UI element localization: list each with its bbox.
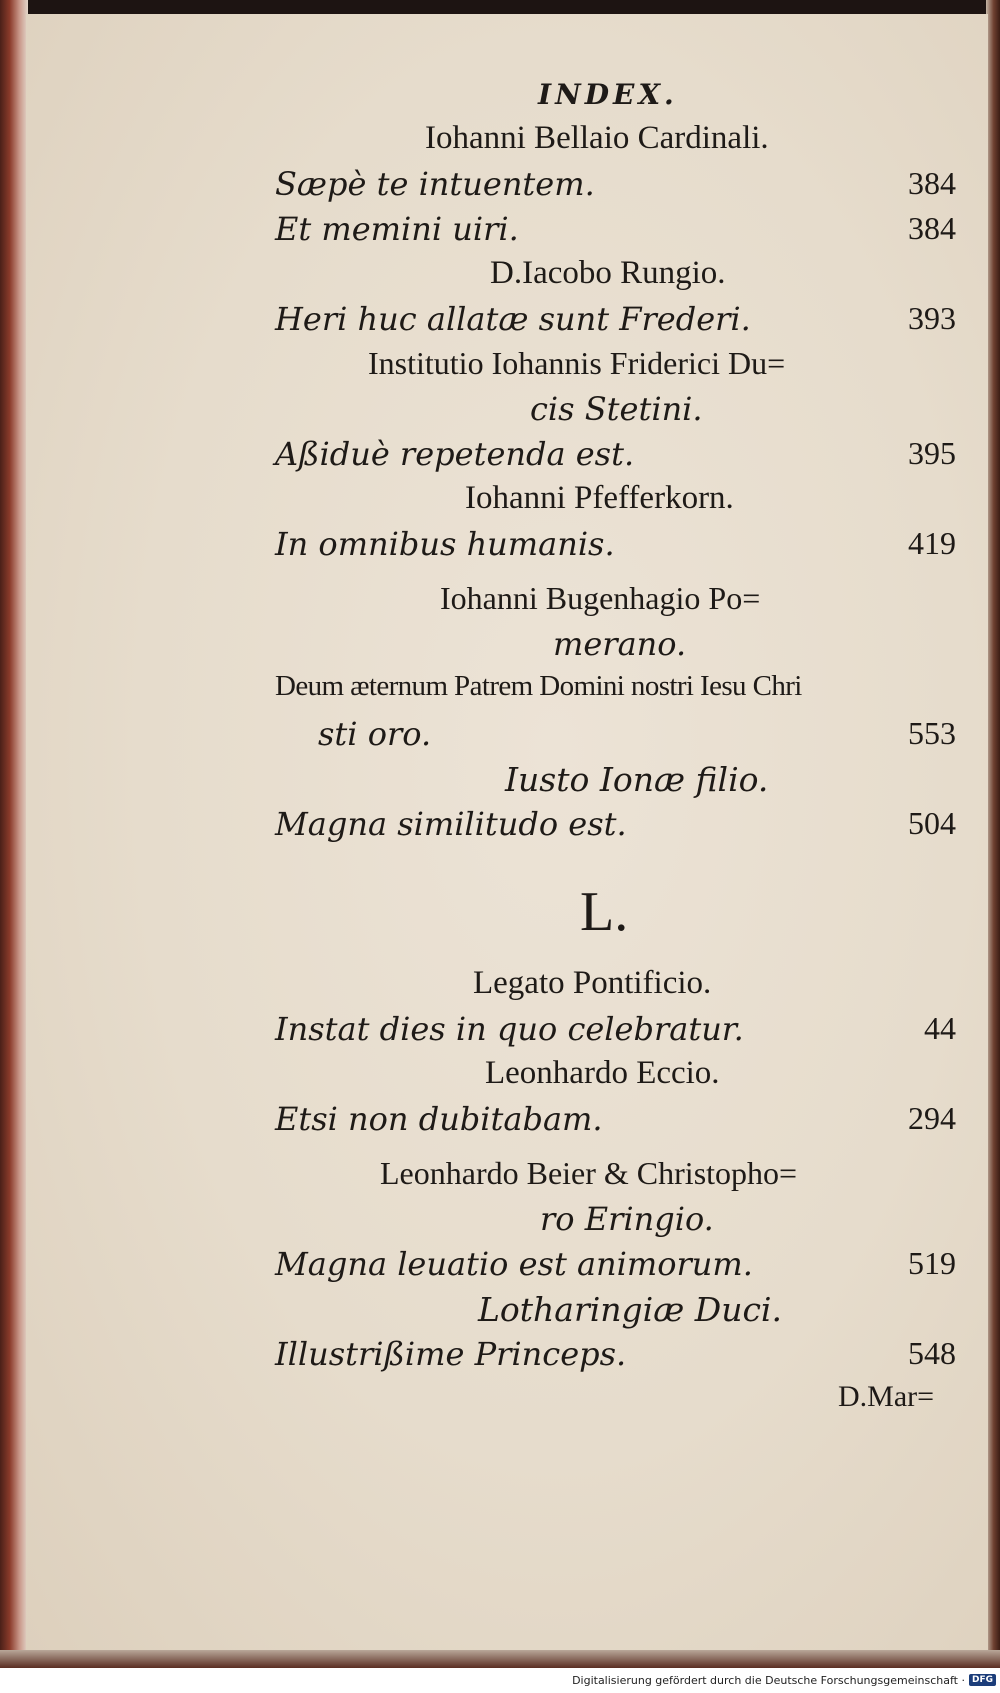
page-number: 384 <box>908 165 956 201</box>
recipient-heading: Iohanni Bugenhagio Po= <box>440 580 761 616</box>
page-number: 384 <box>908 210 956 246</box>
page-number: 504 <box>908 805 956 841</box>
letter-incipit-continued: sti oro. <box>318 715 432 753</box>
page-number: 395 <box>908 435 956 471</box>
letter-incipit: Sæpè te intuentem. <box>275 165 595 203</box>
recipient-heading-continued: cis Stetini. <box>530 390 703 428</box>
digitization-credit <box>560 1670 1000 1690</box>
recipient-heading: Leonhardo Beier & Christopho= <box>380 1155 798 1191</box>
letter-incipit: Deum æternum Patrem Domini nostri Iesu Chri <box>275 670 802 702</box>
recipient-heading-continued: ro Eringio. <box>540 1200 714 1238</box>
recipient-heading: Institutio Iohannis Friderici Du= <box>368 345 786 381</box>
letter-incipit: Et memini uiri. <box>275 210 519 248</box>
running-title: INDEX. <box>538 78 678 111</box>
recipient-heading: D.Iacobo Rungio. <box>490 255 726 291</box>
recipient-heading: Iohanni Pfefferkorn. <box>465 480 734 516</box>
recipient-heading: Leonhardo Eccio. <box>485 1055 720 1091</box>
book-bottom-edge <box>0 1650 1000 1668</box>
book-left-edge <box>0 0 28 1660</box>
credit-text: Digitalisierung gefördert durch die Deutsche Forschungsgemeinschaft · <box>572 1673 965 1687</box>
catchword: D.Mar= <box>838 1380 935 1413</box>
letter-incipit: Illustrißime Princeps. <box>275 1335 627 1373</box>
book-right-edge <box>986 0 1000 1660</box>
letter-incipit: In omnibus humanis. <box>275 525 615 563</box>
letter-incipit: Instat dies in quo celebratur. <box>275 1010 744 1048</box>
recipient-heading: Lotharingiæ Duci. <box>478 1290 782 1329</box>
letter-incipit: Magna similitudo est. <box>275 805 627 843</box>
recipient-heading: Legato Pontificio. <box>473 965 712 1001</box>
recipient-heading: Iusto Ionæ filio. <box>505 760 769 799</box>
section-letter: L. <box>580 881 629 943</box>
recipient-heading-continued: merano. <box>553 625 687 663</box>
letter-incipit: Etsi non dubitabam. <box>275 1100 603 1138</box>
page-number: 419 <box>908 525 956 561</box>
letter-incipit: Heri huc allatæ sunt Frederi. <box>275 300 751 338</box>
page-number: 44 <box>924 1010 956 1046</box>
recipient-heading: Iohanni Bellaio Cardinali. <box>425 120 769 156</box>
letter-incipit: Magna leuatio est animorum. <box>275 1245 753 1283</box>
page-number: 519 <box>908 1245 956 1281</box>
page-number: 548 <box>908 1335 956 1371</box>
page-number: 553 <box>908 715 956 751</box>
letter-incipit: Aßiduè repetenda est. <box>275 435 635 473</box>
page-number: 393 <box>908 300 956 336</box>
page-number: 294 <box>908 1100 956 1136</box>
dfg-logo-icon: DFG <box>969 1674 996 1686</box>
